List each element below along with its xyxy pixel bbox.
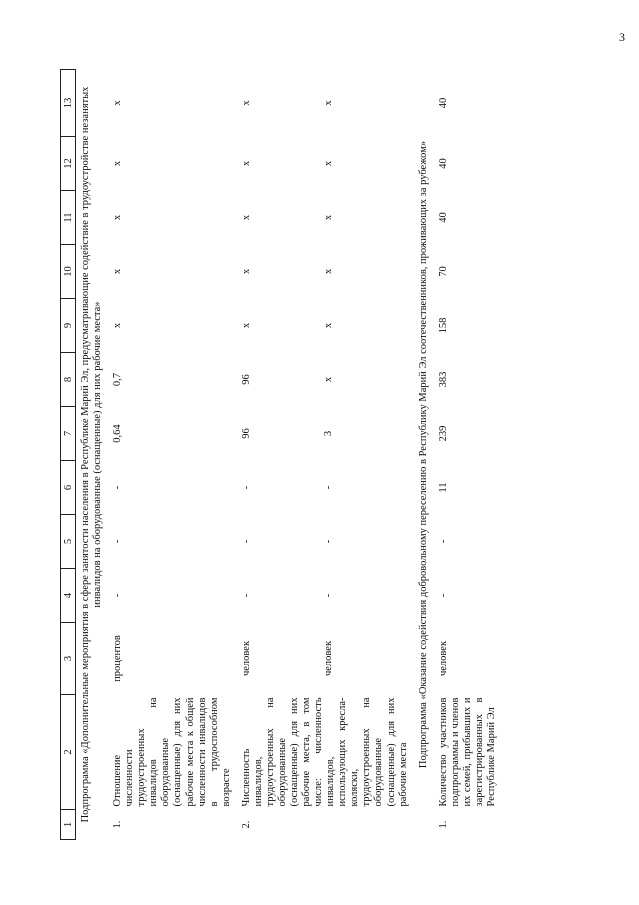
- section-title: Подпрограмма «Оказание содействия добровольному переселению в Республику Марий Эл соотечественников, проживающих за рубежом»: [417, 140, 429, 769]
- indicator-name: Отношение численности трудоустроенных инвалидов на оборудованные (оснащенные) для них рабочие места к общей численности инвалидов в трудоспособном возрасте: [112, 697, 232, 807]
- column-number: 13: [61, 70, 76, 137]
- value-cell: х: [112, 160, 124, 167]
- value-main: -: [240, 539, 252, 544]
- column-number: 9: [61, 299, 76, 353]
- value-cell: [237, 137, 414, 191]
- value-cell: х: [112, 268, 124, 275]
- column-number: 7: [61, 407, 76, 461]
- column-number: 4: [61, 569, 76, 623]
- value-cell: [237, 70, 414, 137]
- unit: [237, 623, 414, 695]
- column-number: 12: [61, 137, 76, 191]
- value-cell: 158: [437, 317, 449, 334]
- value-main: 96: [240, 428, 252, 439]
- value-main: х: [240, 268, 252, 275]
- value-cell: [237, 191, 414, 245]
- value-main: х: [240, 160, 252, 167]
- column-number: 8: [61, 353, 76, 407]
- value-cell: 239: [437, 425, 449, 442]
- unit: человек: [437, 640, 449, 677]
- value-sub: -: [322, 539, 334, 544]
- value-cell: 40: [437, 212, 449, 223]
- value-sub: х: [322, 322, 334, 329]
- column-number: 5: [61, 515, 76, 569]
- value-main: 96: [240, 374, 252, 385]
- indicator-name: Численность инвалидов, трудоустроенных на оборудованные (оснащенные) для них рабочие места, в том числе: численность инвалидов, использующих кресла-коляски, трудоустроенных на оборудованные (оснащенные) для них рабочие места: [240, 697, 409, 807]
- column-number: 11: [61, 191, 76, 245]
- value-cell: [237, 245, 414, 299]
- value-cell: -: [112, 485, 124, 490]
- value-cell: -: [112, 539, 124, 544]
- value-cell: [237, 461, 414, 515]
- column-number: 2: [61, 695, 76, 810]
- value-cell: -: [437, 539, 449, 544]
- value-cell: [237, 407, 414, 461]
- value-main: х: [240, 214, 252, 221]
- value-cell: -: [112, 593, 124, 598]
- value-main: х: [240, 322, 252, 329]
- section-row: [414, 70, 434, 840]
- value-cell: 40: [437, 158, 449, 169]
- value-cell: 40: [437, 97, 449, 109]
- table-row: [237, 70, 414, 840]
- unit-sub: человек: [322, 640, 334, 677]
- value-cell: 0,64: [112, 424, 124, 443]
- table-row: [434, 70, 502, 840]
- section-title: Подпрограмма «Дополнительные мероприятия в сфере занятости населения в Республике Марий Эл, предусматривающие содействие в трудоустройстве незанятых инвалидов на оборудованные (оснащенные) для них рабочие места»: [80, 86, 104, 823]
- value-cell: х: [112, 100, 124, 106]
- value-cell: 11: [437, 482, 449, 493]
- column-number: 1: [61, 810, 76, 840]
- value-cell: -: [437, 593, 449, 598]
- unit-main: человек: [240, 640, 252, 677]
- indicators-table: [60, 69, 502, 840]
- column-number: 10: [61, 245, 76, 299]
- value-cell: 0,7: [112, 372, 124, 387]
- section-row: [76, 70, 109, 840]
- value-sub: х: [322, 268, 334, 275]
- value-cell: [237, 353, 414, 407]
- value-sub: -: [322, 593, 334, 598]
- table-row: [108, 70, 237, 840]
- value-cell: 383: [437, 371, 449, 388]
- value-cell: х: [112, 322, 124, 329]
- value-cell: [237, 515, 414, 569]
- value-sub: х: [322, 376, 334, 383]
- value-main: х: [240, 100, 252, 106]
- value-main: -: [240, 593, 252, 598]
- indicator-name: Количество участников подпрограммы и членов их семей, прибывших и зарегистрированных в Республике Марий Эл: [437, 697, 497, 807]
- column-number: 3: [61, 623, 76, 695]
- value-sub: х: [322, 160, 334, 167]
- page-number: 3: [619, 30, 625, 44]
- column-number-row: [61, 70, 76, 840]
- value-main: -: [240, 485, 252, 490]
- row-number: 2.: [240, 820, 252, 829]
- value-sub: -: [322, 485, 334, 490]
- value-cell: х: [112, 214, 124, 221]
- unit: процентов: [112, 635, 124, 682]
- row-number: 1.: [437, 820, 449, 829]
- value-sub: 3: [322, 430, 334, 437]
- value-cell: 70: [437, 266, 449, 277]
- column-number: 6: [61, 461, 76, 515]
- row-number: 1.: [112, 820, 124, 829]
- value-sub: х: [322, 100, 334, 106]
- value-cell: [237, 299, 414, 353]
- value-sub: х: [322, 214, 334, 221]
- rotated-table-page: [60, 80, 580, 840]
- value-cell: [237, 569, 414, 623]
